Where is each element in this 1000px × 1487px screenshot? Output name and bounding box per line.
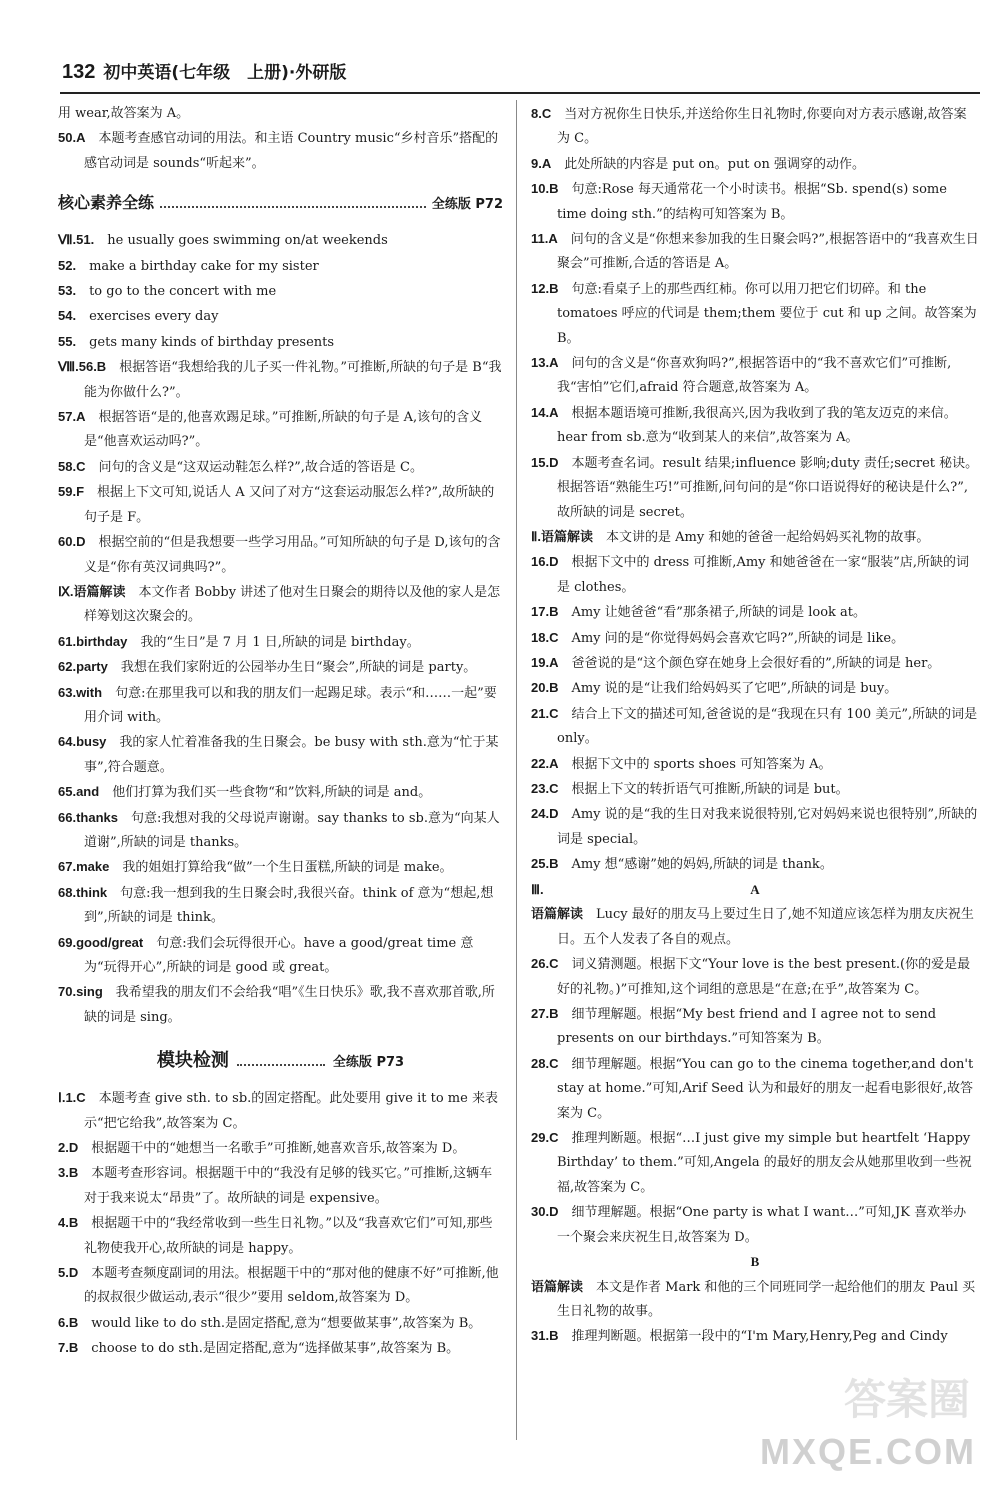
answer-explanation: 根据下文中的 dress 可推断,Amy 和她爸爸在一家“服装”店,所缺的词是 clothes。 xyxy=(557,555,970,595)
answer-explanation: 根据上下文可知,说话人 A 又问了对方“这套运动服怎么样?”,故所缺的句子是 F。 xyxy=(84,485,495,525)
answer-key: 16.D xyxy=(531,554,559,570)
answer-explanation: he usually goes swimming on/at weekends xyxy=(107,233,388,249)
answer-explanation: 我的“生日”是 7 月 1 日,所缺的词是 birthday。 xyxy=(140,634,420,650)
page-header xyxy=(62,58,346,90)
answer-explanation: 我的家人忙着准备我的生日聚会。be busy with sth.意为“忙于某事”,符合题意。 xyxy=(84,735,499,775)
part-number: Ⅲ. xyxy=(531,881,544,897)
answer-item xyxy=(531,102,979,152)
answer-key: 60.D xyxy=(58,534,86,550)
page-number: 132 xyxy=(62,61,96,83)
answer-explanation: 本文作者 Bobby 讲述了他对生日聚会的期待以及他的家人是怎样筹划这次聚会的。 xyxy=(84,584,501,625)
answer-key: 29.C xyxy=(531,1130,559,1146)
answer-explanation: 推理判断题。根据“…I just give my simple but heartfelt ‘Happy Birthday’ to them.”可知,Angela 的最好的朋友会从她那里收到一些祝福,故答案为 C。 xyxy=(557,1131,972,1195)
answer-item xyxy=(531,1275,979,1325)
answer-key: 27.B xyxy=(531,1006,559,1022)
answer-key: 66.thanks xyxy=(58,809,118,825)
answer-key: 10.B xyxy=(531,181,559,197)
answer-key: 69.good/great xyxy=(58,934,144,950)
answer-item xyxy=(531,952,979,1002)
answer-explanation: would like to do sth.是固定搭配,意为“想要做某事”,故答案为 B。 xyxy=(91,1315,482,1331)
answer-explanation: 结合上下文的描述可知,爸爸说的是“我现在只有 100 美元”,所缺的词是 only。 xyxy=(557,706,978,747)
answer-explanation: 细节理解题。根据“One party is what I want…”可知,JK 喜欢举办一个聚会来庆祝生日,故答案为 D。 xyxy=(557,1205,967,1245)
answer-item xyxy=(58,1211,503,1261)
answer-item xyxy=(531,600,979,625)
answer-item xyxy=(58,980,503,1030)
answer-item xyxy=(58,655,503,680)
answer-key: 61.birthday xyxy=(58,633,128,649)
answer-explanation: make a birthday cake for my sister xyxy=(89,258,319,274)
answer-explanation: Amy 说的是“我的生日对我来说很特别,它对妈妈来说也很特别”,所缺的词是 special。 xyxy=(557,807,978,847)
answer-explanation: 根据题干中的“她想当一名歌手”可推断,她喜欢音乐,故答案为 D。 xyxy=(91,1141,466,1157)
answer-explanation: 句意:我想对我的父母说声谢谢。say thanks to sb.意为“向某人道谢”,所缺的词是 thanks。 xyxy=(84,810,500,850)
section-heading-core xyxy=(58,182,503,224)
section-ref: 全练版 P72 xyxy=(431,197,503,213)
left-column xyxy=(58,102,503,1362)
answer-explanation: to go to the concert with me xyxy=(89,284,277,300)
answer-item xyxy=(58,780,503,805)
answer-key: Ⅱ.语篇解读 xyxy=(531,528,594,544)
answer-key: 24.D xyxy=(531,806,559,822)
answer-item xyxy=(58,279,503,304)
answer-key: 7.B xyxy=(58,1340,79,1356)
answer-key: Ⅰ.1.C xyxy=(58,1090,86,1106)
answer-explanation: 本题考查名词。result 结果;influence 影响;duty 责任;secret 秘诀。根据答语“熟能生巧!”可推断,问句问的是“你口语说得好的秘诀是什么?”,故所缺的词是 secret。 xyxy=(557,455,979,520)
answer-explanation: 根据下文中的 sports shoes 可知答案为 A。 xyxy=(571,756,832,772)
answer-explanation: 推理判断题。根据第一段中的“I'm Mary,Henry,Peg and Cindy xyxy=(571,1329,948,1345)
answer-item xyxy=(58,1136,503,1161)
answer-explanation: 当对方祝你生日快乐,并送给你生日礼物时,你要向对方表示感谢,故答案为 C。 xyxy=(557,107,967,147)
continued-text: 用 wear,故答案为 A。 xyxy=(58,106,190,121)
section-title: 模块检测 xyxy=(156,1050,229,1072)
answer-key: 2.D xyxy=(58,1140,79,1156)
answer-item xyxy=(58,304,503,329)
answer-key: 13.A xyxy=(531,355,559,371)
answer-key: 19.A xyxy=(531,654,559,670)
passage-letter-a: A xyxy=(750,882,760,897)
answer-key: 22.A xyxy=(531,755,559,771)
answer-key: 11.A xyxy=(531,231,558,247)
answer-key: 6.B xyxy=(58,1314,79,1330)
answer-explanation: 细节理解题。根据“My best friend and I agree not to send presents on our birthdays.”可知答案为 B。 xyxy=(557,1007,937,1047)
answer-explanation: Amy 问的是“你觉得妈妈会喜欢它吗?”,所缺的词是 like。 xyxy=(571,630,905,646)
answer-explanation: Lucy 最好的朋友马上要过生日了,她不知道应该怎样为朋友庆祝生日。五个人发表了各自的观点。 xyxy=(557,907,974,947)
answer-key: 5.D xyxy=(58,1265,79,1281)
answer-key: 53. xyxy=(58,283,77,299)
passage-letter-b: B xyxy=(750,1254,760,1270)
answer-item xyxy=(58,455,503,480)
answer-key: 3.B xyxy=(58,1165,79,1181)
answer-item xyxy=(58,580,503,630)
answer-explanation: 根据上下文的转折语气可推断,所缺的词是 but。 xyxy=(571,781,849,797)
answer-item xyxy=(531,277,979,351)
answer-item xyxy=(531,1126,979,1200)
answer-explanation: 问句的含义是“你喜欢狗吗?”,根据答语中的“我不喜欢它们”可推断,我“害怕”它们,afraid 符合题意,故答案为 A。 xyxy=(557,356,952,396)
answer-key: Ⅶ.51. xyxy=(58,232,95,248)
answer-key: 65.and xyxy=(58,784,100,800)
section-title: 核心素养全练 xyxy=(58,193,155,213)
answer-explanation: 句意:看桌子上的那些西红柿。你可以用刀把它们切碎。和 the tomatoes 呼应的代词是 them;them 要位于 cut 和 up 之间。故答案为 B。 xyxy=(557,281,977,346)
leader-dots xyxy=(237,1040,325,1066)
answer-explanation: 爸爸说的是“这个颜色穿在她身上会很好看的”,所缺的词是 her。 xyxy=(571,655,941,671)
answer-explanation: 根据本题语境可推断,我很高兴,因为我收到了我的笔友迈克的来信。hear from sb.意为“收到某人的来信”,故答案为 A。 xyxy=(557,405,957,446)
answer-item xyxy=(58,254,503,279)
answer-item xyxy=(531,1052,979,1126)
answer-key: 26.C xyxy=(531,956,559,972)
answer-key: 54. xyxy=(58,308,77,324)
answer-key: 63.with xyxy=(58,684,103,700)
answer-explanation: 词义猜测题。根据下文“Your love is the best present.(你的爱是最好的礼物。)”可推知,这个词组的意思是“在意;在乎”,故答案为 C。 xyxy=(557,957,971,997)
answer-item xyxy=(531,152,979,177)
right-column xyxy=(531,102,979,1350)
answer-explanation: exercises every day xyxy=(89,309,219,325)
answer-item xyxy=(531,1200,979,1250)
answer-item xyxy=(58,530,503,580)
answer-item xyxy=(531,351,979,401)
answer-key: 30.D xyxy=(531,1204,559,1220)
answer-item xyxy=(531,1002,979,1052)
answer-key: 14.A xyxy=(531,404,559,420)
section-ref: 全练版 P73 xyxy=(332,1055,405,1071)
answer-item xyxy=(531,550,979,600)
answer-item xyxy=(531,177,979,227)
answer-item xyxy=(531,651,979,676)
answer-key: 70.sing xyxy=(58,984,103,1000)
answer-item xyxy=(58,355,503,405)
answer-explanation: 本文是作者 Mark 和他的三个同班同学一起给他们的朋友 Paul 买生日礼物的故事。 xyxy=(557,1279,976,1319)
answer-key: 50.A xyxy=(58,130,86,146)
answer-key: Ⅷ.56.B xyxy=(58,359,107,375)
answer-explanation: 细节理解题。根据“You can go to the cinema together,and don't stay at home.”可知,Arif Seed 认为和最好的朋友一起看电影很好,故答案为 C。 xyxy=(557,1056,974,1121)
answer-key: 62.party xyxy=(58,659,108,675)
header-rule xyxy=(60,92,980,94)
answer-item xyxy=(58,126,503,176)
answer-item xyxy=(58,405,503,455)
answer-explanation: 句意:Rose 每天通常花一个小时读书。根据“Sb. spend(s) some time doing sth.”的结构可知答案为 B。 xyxy=(557,182,947,222)
answer-explanation: 句意:我们会玩得很开心。have a good/great time 意为“玩得开心”,所缺的词是 good 或 great。 xyxy=(84,935,474,975)
answer-item xyxy=(531,852,979,877)
answer-explanation: 他们打算为我们买一些食物“和”饮料,所缺的词是 and。 xyxy=(112,785,432,801)
answer-item xyxy=(58,630,503,655)
answer-key: 23.C xyxy=(531,780,559,796)
answer-explanation: 本题考查 give sth. to sb.的固定搭配。此处要用 give it to me 来表示“把它给我”,故答案为 C。 xyxy=(84,1091,498,1131)
answer-key: 55. xyxy=(58,333,77,349)
answer-key: 21.C xyxy=(531,705,559,721)
answer-key: 17.B xyxy=(531,604,559,620)
answer-item xyxy=(58,931,503,981)
answer-explanation: 句意:我一想到我的生日聚会时,我很兴奋。think of 意为“想起,想到”,所缺的词是 think。 xyxy=(84,885,494,926)
answer-key: 68.think xyxy=(58,884,108,900)
answer-item xyxy=(531,802,979,852)
answer-explanation: Amy 想“感谢”她的妈妈,所缺的词是 thank。 xyxy=(571,857,833,873)
answer-explanation: 根据题干中的“我经常收到一些生日礼物。”以及“我喜欢它们”可知,那些礼物使我开心,故所缺的词是 happy。 xyxy=(84,1216,493,1256)
answer-key: 67.make xyxy=(58,859,110,875)
answer-item xyxy=(58,681,503,731)
answer-item xyxy=(531,702,979,752)
answer-key: 31.B xyxy=(531,1328,559,1344)
answer-key: 15.D xyxy=(531,454,559,470)
answer-item xyxy=(531,752,979,777)
answer-item xyxy=(58,881,503,931)
answer-item xyxy=(531,451,979,525)
answer-key: 语篇解读 xyxy=(531,906,584,922)
answer-explanation: 本文讲的是 Amy 和她的爸爸一起给妈妈买礼物的故事。 xyxy=(606,529,930,545)
answer-item xyxy=(58,730,503,780)
answer-item xyxy=(58,480,503,530)
answer-item xyxy=(58,1336,503,1361)
answer-explanation: 我的姐姐打算给我“做”一个生日蛋糕,所缺的词是 make。 xyxy=(122,860,453,876)
answer-item xyxy=(58,1261,503,1311)
answer-key: 28.C xyxy=(531,1055,559,1071)
answer-explanation: Amy 让她爸爸“看”那条裙子,所缺的词是 look at。 xyxy=(571,605,867,621)
answer-key: Ⅸ.语篇解读 xyxy=(58,583,126,599)
answer-item xyxy=(531,401,979,451)
answer-key: 12.B xyxy=(531,280,559,296)
answer-item xyxy=(531,626,979,651)
answer-explanation: 我希望我的朋友们不会给我“唱”《生日快乐》歌,我不喜欢那首歌,所缺的词是 sing。 xyxy=(84,985,495,1025)
answer-item xyxy=(58,330,503,355)
answer-explanation: gets many kinds of birthday presents xyxy=(89,334,335,350)
site-watermark: MXQE.COM xyxy=(759,1431,976,1472)
book-title: 初中英语(七年级 上册)·外研版 xyxy=(103,63,347,83)
answer-key: 语篇解读 xyxy=(531,1278,584,1294)
answer-explanation: 本题考查形容词。根据题干中的“我没有足够的钱买它。”可推断,这辆车对于我来说太“昂贵”了。故所缺的词是 expensive。 xyxy=(84,1166,493,1206)
answer-explanation: 问句的含义是“这双运动鞋怎么样?”,故合适的答语是 C。 xyxy=(98,459,423,475)
leader-dots xyxy=(160,182,426,208)
answer-explanation: 句意:在那里我可以和我的朋友们一起踢足球。表示“和……一起”要用介词 with。 xyxy=(84,685,497,725)
answer-key: 57.A xyxy=(58,409,86,425)
answer-stamp-watermark: 答案圈 xyxy=(843,1375,970,1424)
answer-explanation: 本题考查感官动词的用法。和主语 Country music“乡村音乐”搭配的感官动词是 sounds“听起来”。 xyxy=(84,131,499,171)
answer-key: 18.C xyxy=(531,629,559,645)
answer-key: 64.busy xyxy=(58,734,107,750)
answer-item xyxy=(58,1161,503,1211)
answer-key: 9.A xyxy=(531,155,552,171)
answer-key: 4.B xyxy=(58,1215,79,1231)
answer-key: 59.F xyxy=(58,484,85,500)
answer-item xyxy=(531,525,979,550)
answer-item xyxy=(531,1324,979,1349)
answer-explanation: 根据答语“是的,他喜欢踢足球。”可推断,所缺的句子是 A,该句的含义是“他喜欢运动吗?”。 xyxy=(84,410,483,450)
answer-item xyxy=(58,1311,503,1336)
answer-item xyxy=(58,228,503,253)
answer-explanation: 根据空前的“但是我想要一些学习用品。”可知所缺的句子是 D,该句的含义是“你有英汉词典吗?”。 xyxy=(84,535,501,575)
answer-item xyxy=(531,777,979,802)
answer-item xyxy=(58,1086,503,1136)
answer-key: 58.C xyxy=(58,458,86,474)
answer-explanation: 此处所缺的内容是 put on。put on 强调穿的动作。 xyxy=(564,156,865,172)
answer-key: 52. xyxy=(58,257,77,273)
answer-key: 25.B xyxy=(531,856,559,872)
answer-explanation: 根据答语“我想给我的儿子买一件礼物。”可推断,所缺的句子是 B“我能为你做什么?”。 xyxy=(84,360,502,400)
answer-item xyxy=(531,902,979,952)
answer-explanation: 问句的含义是“你想来参加我的生日聚会吗?”,根据答语中的“我喜欢生日聚会”可推断,合适的答语是 A。 xyxy=(557,232,979,272)
answer-explanation: choose to do sth.是固定搭配,意为“选择做某事”,故答案为 B。 xyxy=(91,1341,460,1357)
answer-explanation: Amy 说的是“让我们给妈妈买了它吧”,所缺的词是 buy。 xyxy=(571,681,898,697)
answer-item xyxy=(58,855,503,880)
column-divider xyxy=(516,100,517,1440)
answer-explanation: 本题考查频度副词的用法。根据题干中的“那对他的健康不好”可推断,他的叔叔很少做运动,表示“很少”要用 seldom,故答案为 D。 xyxy=(84,1266,499,1306)
answer-item xyxy=(531,227,979,277)
answer-item xyxy=(58,806,503,856)
answer-item xyxy=(531,676,979,701)
answer-explanation: 我想在我们家附近的公园举办生日“聚会”,所缺的词是 party。 xyxy=(120,660,477,676)
answer-key: 20.B xyxy=(531,680,559,696)
answer-key: 8.C xyxy=(531,106,552,121)
section-heading-module-test xyxy=(58,1040,503,1082)
